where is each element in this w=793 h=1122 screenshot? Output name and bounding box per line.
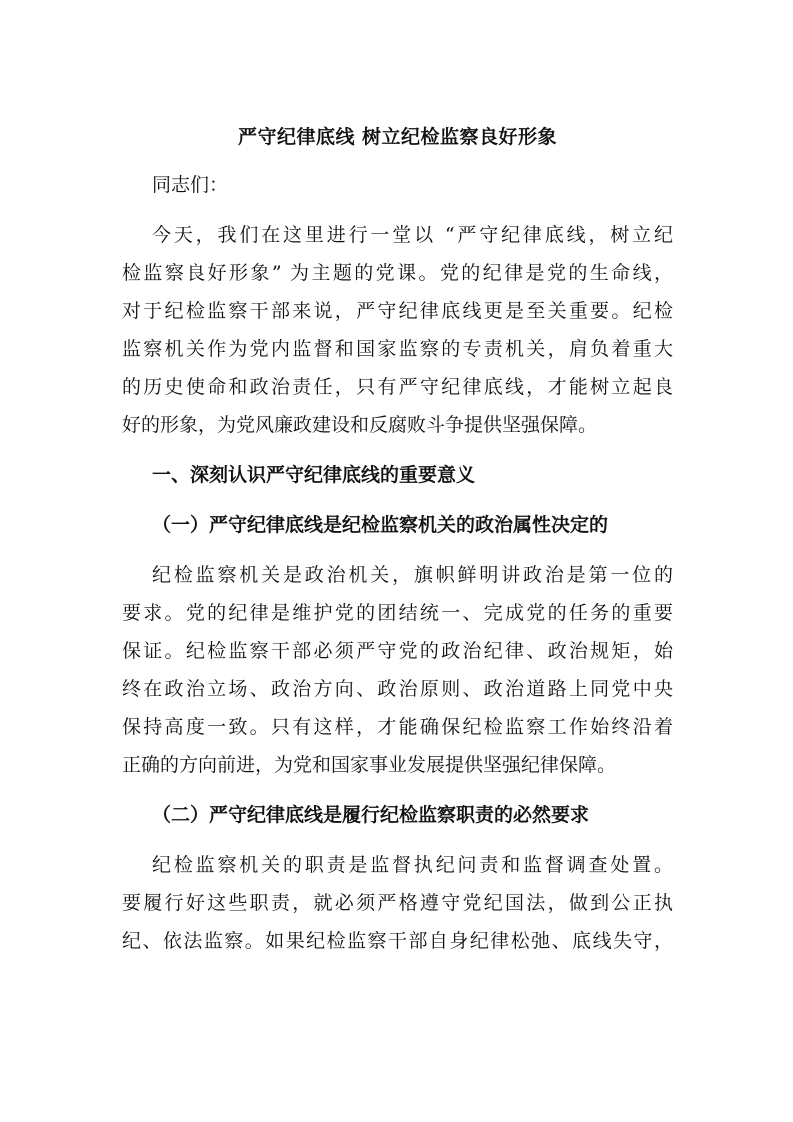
spacer	[122, 544, 673, 556]
paragraph-line: 对于纪检监察干部来说，严守纪律底线更是至关重要。纪检	[122, 300, 673, 322]
paragraph-line: 保证。纪检监察干部必须严守党的政治纪律、政治规矩，始	[122, 640, 673, 662]
section-heading: 一、深刻认识严守纪律底线的重要意义	[152, 464, 476, 486]
greeting: 同志们：	[152, 174, 229, 196]
intro-paragraph	[122, 216, 673, 444]
paragraph-line: 要求。党的纪律是维护党的团结统一、完成党的任务的重要	[122, 602, 673, 624]
subsection-heading: （二）严守纪律底线是履行纪检监察职责的必然要求	[152, 804, 590, 826]
subsection-paragraph	[122, 556, 673, 784]
paragraph-line: 好的形象，为党风廉政建设和反腐败斗争提供坚强保障。	[122, 414, 598, 436]
spacer	[122, 156, 673, 166]
paragraph-line: 纪、依法监察。如果纪检监察干部自身纪律松弛、底线失守，	[122, 930, 673, 952]
paragraph-line: 要履行好这些职责，就必须严格遵守党纪国法，做到公正执	[122, 892, 673, 914]
spacer	[122, 204, 673, 216]
paragraph-line: 纪检监察机关的职责是监督执纪问责和监督调查处置。	[152, 854, 673, 876]
paragraph-line: 检监察良好形象” 为主题的党课。党的纪律是党的生命线，	[122, 262, 673, 284]
paragraph-line: 保持高度一致。只有这样，才能确保纪检监察工作始终沿着	[122, 716, 673, 738]
subsection-heading: （一）严守纪律底线是纪检监察机关的政治属性决定的	[152, 514, 609, 536]
spacer	[122, 784, 673, 796]
spacer	[122, 834, 673, 846]
subsection-paragraph	[122, 846, 673, 960]
spacer	[122, 444, 673, 456]
spacer	[122, 494, 673, 506]
document-body	[122, 118, 673, 960]
paragraph-line: 的历史使命和政治责任，只有严守纪律底线，才能树立起良	[122, 376, 673, 398]
document-title: 严守纪律底线 树立纪检监察良好形象	[237, 126, 558, 148]
paragraph-line: 今天，我们在这里进行一堂以 “严守纪律底线，树立纪	[152, 224, 673, 246]
paragraph-line: 正确的方向前进，为党和国家事业发展提供坚强纪律保障。	[122, 754, 617, 776]
paragraph-line: 终在政治立场、政治方向、政治原则、政治道路上同党中央	[122, 678, 673, 700]
paragraph-line: 监察机关作为党内监督和国家监察的专责机关，肩负着重大	[122, 338, 673, 360]
paragraph-line: 纪检监察机关是政治机关，旗帜鲜明讲政治是第一位的	[152, 564, 673, 586]
